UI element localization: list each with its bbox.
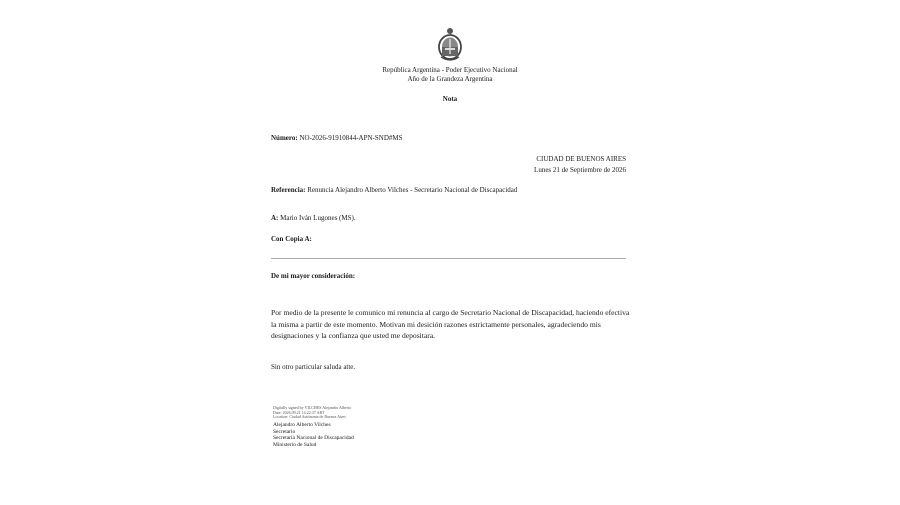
recipient-label: A: — [271, 214, 279, 222]
signatory-name: Alejandro Alberto Vilches — [273, 422, 331, 428]
copy-row — [271, 235, 312, 243]
numero-label: Número: — [271, 134, 298, 142]
recipient-value: Mario Iván Lugones (MS). — [280, 214, 356, 222]
copy-label: Con Copia A: — [271, 235, 312, 243]
digital-signature-line-3: Location: Ciudad Autónoma de Buenos Aires — [273, 414, 346, 420]
digital-signature-stamp — [273, 406, 351, 420]
greeting: De mi mayor consideración: — [271, 272, 356, 280]
header-line-1: República Argentina - Poder Ejecutivo Nacional — [382, 66, 518, 74]
body-paragraph: Por medio de la presente le comunico mi renuncia al cargo de Secretario Nacional de Discapacidad, haciendo efectiva la misma a partir de este momento. Motivan mi desición razones estrictamente personales, agradeciendo mis designaciones y la confianza que usted me depositara. — [271, 308, 630, 340]
divider — [271, 258, 626, 259]
city: CIUDAD DE BUENOS AIRES — [536, 155, 626, 163]
referencia-label: Referencia: — [271, 186, 306, 194]
referencia-row — [271, 186, 517, 194]
coat-of-arms-seal — [436, 26, 464, 62]
signatory-ministry: Ministerio de Salud — [273, 441, 317, 448]
closing: Sin otro particular saluda atte. — [271, 363, 356, 371]
numero-row — [271, 134, 403, 142]
document-type: Nota — [442, 95, 458, 103]
digital-signature-line-2: Date: 2026.09.21 14:22:37 ART — [273, 409, 325, 415]
numero-value: NO-2026-91910844-APN-SND#MS — [299, 134, 403, 142]
signatory-title: Secretario — [273, 428, 296, 435]
digital-signature-line-1: Digitally signed by VILCHES Alejandro Alberto — [273, 405, 352, 410]
header-line-2: Año de la Grandeza Argentina — [407, 75, 493, 83]
referencia-value: Renuncia Alejandro Alberto Vilches - Secretario Nacional de Discapacidad — [307, 186, 518, 194]
date: Lunes 21 de Septiembre de 2026 — [534, 166, 626, 174]
signatory-block — [273, 422, 354, 448]
recipient-row — [271, 214, 356, 222]
signatory-office: Secretaría Nacional de Discapacidad — [273, 435, 354, 441]
